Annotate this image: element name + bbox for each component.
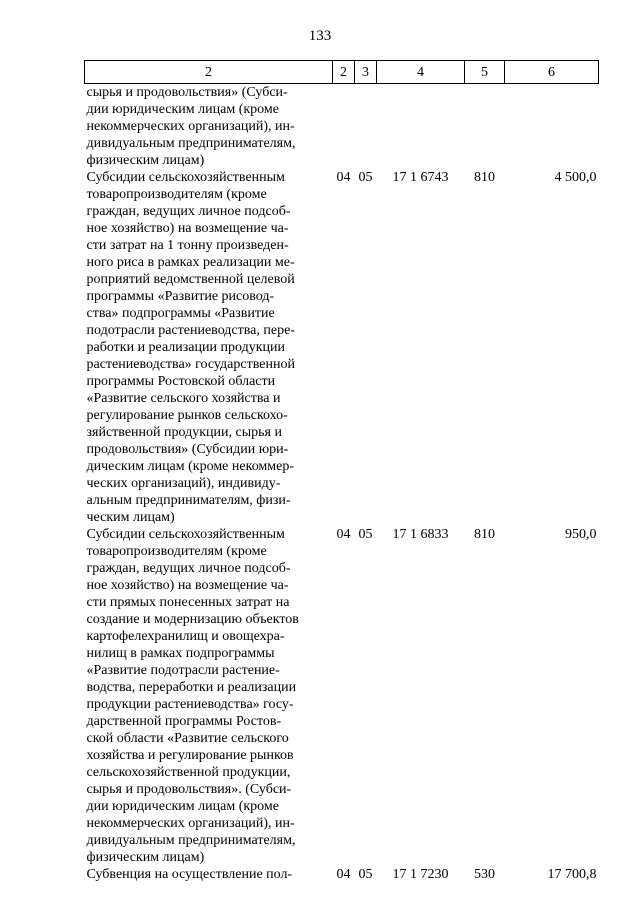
row-description: Субсидии сельскохозяйственным товаропроизводителям (кроме граждан, ведущих личное подсоб- ное хозяйство) на возмещение ча- сти затрат на 1 тонну произведен- ного риса в рамках реализации ме- роприятий ведомственной целевой программы «Развитие рисовод- ства» подпрограммы «Развитие подотрасли растениеводства, пере- работки и реализации продукции растениеводства» государственной программы Ростовской области «Развитие сельского хозяйства и регулирование рынков сельскохо- зяйственной продукции, сырья и продовольствия» (Субсидии юри- дическим лицам (кроме некоммер- ческих организаций), индивиду- альным предпринимателям, физи- ческим лицам) [86, 170, 295, 525]
row-csr: 17 1 6833 [392, 527, 449, 542]
row-amount: 4 500,0 [554, 170, 597, 185]
row-amount: 950,0 [565, 527, 597, 542]
row-rz: 04 [336, 527, 351, 542]
header-col-amount: 6 [505, 61, 599, 84]
table-row [85, 526, 599, 866]
table-row [85, 169, 599, 526]
row-pr: 05 [358, 867, 373, 882]
header-col-rz: 2 [333, 61, 355, 84]
budget-table [84, 60, 599, 883]
row-rz [333, 84, 355, 170]
row-vr: 530 [474, 867, 495, 882]
table-row [85, 84, 599, 170]
row-vr: 810 [474, 527, 495, 542]
row-amount [505, 84, 599, 170]
header-col-pr: 3 [355, 61, 377, 84]
header-col-description: 2 [85, 61, 333, 84]
row-csr [377, 84, 465, 170]
row-vr [465, 84, 505, 170]
row-pr [355, 84, 377, 170]
row-description: сырья и продовольствия» (Субси- дии юридическим лицам (кроме некоммерческих организаций), ин- дивидуальным предпринимателям, физическим лицам) [86, 85, 296, 168]
header-col-vr: 5 [465, 61, 505, 84]
table-header-row [85, 61, 599, 84]
row-pr: 05 [358, 170, 373, 185]
table-row [85, 866, 599, 883]
row-csr: 17 1 6743 [392, 170, 449, 185]
row-rz: 04 [336, 867, 351, 882]
row-pr: 05 [358, 527, 373, 542]
row-vr: 810 [474, 170, 495, 185]
row-csr: 17 1 7230 [392, 867, 449, 882]
row-amount: 17 700,8 [547, 867, 597, 882]
row-description: Субвенция на осуществление пол- [86, 867, 293, 882]
row-rz: 04 [336, 170, 351, 185]
row-description: Субсидии сельскохозяйственным товаропроизводителям (кроме граждан, ведущих личное подсоб- ное хозяйство) на возмещение ча- сти прямых понесенных затрат на создание и модернизацию объектов картофелехранилищ и овощехра- нилищ в рамках подпрограммы «Развитие подотрасли растение- водства, переработки и реализации продукции растениеводства» госу- дарственной программы Ростов- ской области «Развитие сельского хозяйства и регулирование рынков сельскохозяйственной продукции, сырья и продовольствия». (Субси- дии юридическим лицам (кроме некоммерческих организаций), ин- дивидуальным предпринимателям, физическим лицам) [86, 527, 299, 865]
header-col-csr: 4 [377, 61, 465, 84]
page-number: 133 [308, 28, 332, 44]
